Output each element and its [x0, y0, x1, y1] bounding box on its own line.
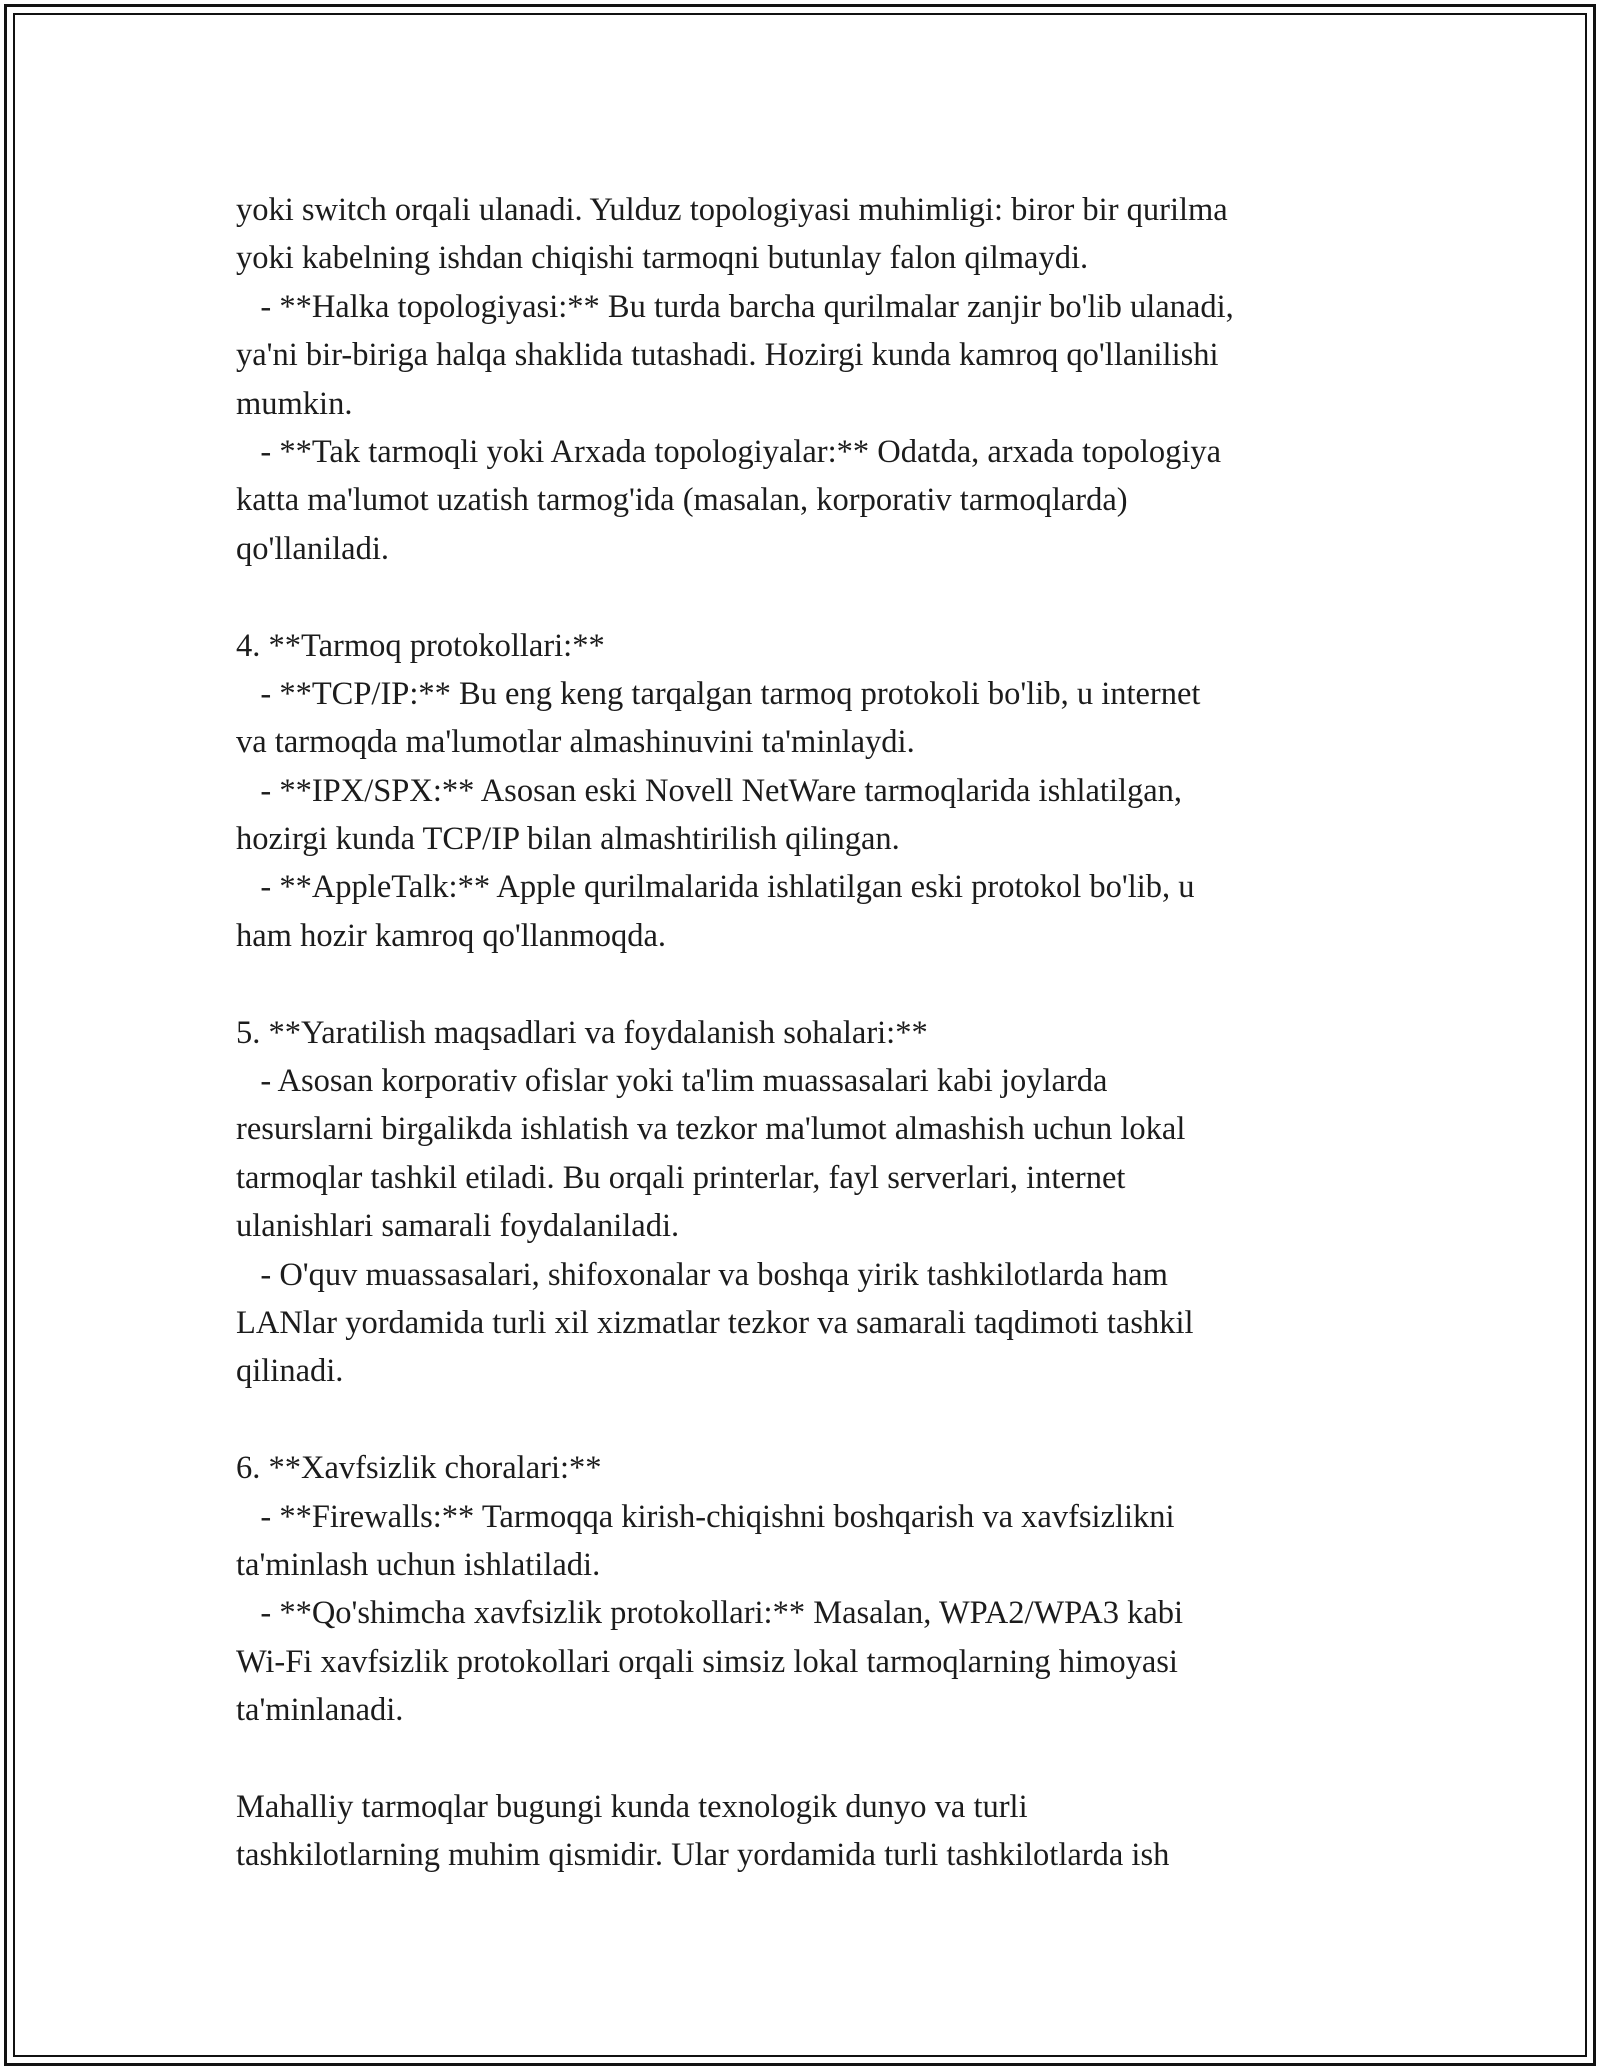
text-line: va tarmoqda ma'lumotlar almashinuvini ta'minlaydi.	[236, 724, 915, 761]
text-line: 4. **Tarmoq protokollari:**	[236, 627, 605, 664]
text-line: ya'ni bir-biriga halqa shaklida tutashadi. Hozirgi kunda kamroq qo'llanilishi	[236, 337, 1219, 374]
blank-line	[236, 573, 1376, 621]
text-line: ta'minlash uchun ishlatiladi.	[236, 1546, 601, 1583]
text-line: - **Tak tarmoqli yoki Arxada topologiyalar:** Odatda, arxada topologiya	[236, 433, 1222, 470]
text-line: tashkilotlarning muhim qismidir. Ular yordamida turli tashkilotlarda ish	[236, 1837, 1170, 1874]
text-line: tarmoqlar tashkil etiladi. Bu orqali printerlar, fayl serverlari, internet	[236, 1159, 1126, 1196]
text-line: yoki kabelning ishdan chiqishi tarmoqni butunlay falon qilmaydi.	[236, 240, 1089, 277]
text-line: - **IPX/SPX:** Asosan eski Novell NetWare tarmoqlarida ishlatilgan,	[236, 772, 1183, 809]
text-line: ulanishlari samarali foydalaniladi.	[236, 1208, 680, 1245]
blank-line	[236, 960, 1376, 1008]
text-line: katta ma'lumot uzatish tarmog'ida (masalan, korporativ tarmoqlarda)	[236, 482, 1128, 519]
text-line: ham hozir kamroq qo'llanmoqda.	[236, 917, 667, 954]
text-line: - **Qo'shimcha xavfsizlik protokollari:** Masalan, WPA2/WPA3 kabi	[236, 1595, 1184, 1632]
text-line: ta'minlanadi.	[236, 1692, 404, 1729]
blank-line	[236, 1396, 1376, 1444]
text-line: - **Firewalls:** Tarmoqqa kirish-chiqishni boshqarish va xavfsizlikni	[236, 1498, 1175, 1535]
text-line: - O'quv muassasalari, shifoxonalar va boshqa yirik tashkilotlarda ham	[236, 1256, 1168, 1293]
text-line: - **AppleTalk:** Apple qurilmalarida ishlatilgan eski protokol bo'lib, u	[236, 869, 1195, 906]
text-line: qo'llaniladi.	[236, 530, 389, 567]
document-body	[236, 186, 1376, 1880]
text-line: yoki switch orqali ulanadi. Yulduz topologiyasi muhimligi: biror bir qurilma	[236, 192, 1228, 228]
text-line: 5. **Yaratilish maqsadlari va foydalanish sohalari:**	[236, 1014, 928, 1051]
text-line: Mahalliy tarmoqlar bugungi kunda texnologik dunyo va turli	[236, 1788, 1028, 1825]
text-line: LANlar yordamida turli xil xizmatlar tezkor va samarali taqdimoti tashkil	[236, 1304, 1194, 1341]
text-line: Wi-Fi xavfsizlik protokollari orqali simsiz lokal tarmoqlarning himoyasi	[236, 1643, 1178, 1680]
text-line: resurslarni birgalikda ishlatish va tezkor ma'lumot almashish uchun lokal	[236, 1111, 1186, 1148]
text-line: - **TCP/IP:** Bu eng keng tarqalgan tarmoq protokoli bo'lib, u internet	[236, 675, 1201, 712]
text-line: mumkin.	[236, 385, 353, 422]
text-line: qilinadi.	[236, 1353, 344, 1390]
text-line: hozirgi kunda TCP/IP bilan almashtirilish qilingan.	[236, 821, 900, 858]
blank-line	[236, 1735, 1376, 1783]
text-line: - **Halka topologiyasi:** Bu turda barcha qurilmalar zanjir bo'lib ulanadi,	[236, 288, 1234, 325]
text-line: 6. **Xavfsizlik choralari:**	[236, 1450, 602, 1487]
text-line: - Asosan korporativ ofislar yoki ta'lim muassasalari kabi joylarda	[236, 1063, 1108, 1100]
